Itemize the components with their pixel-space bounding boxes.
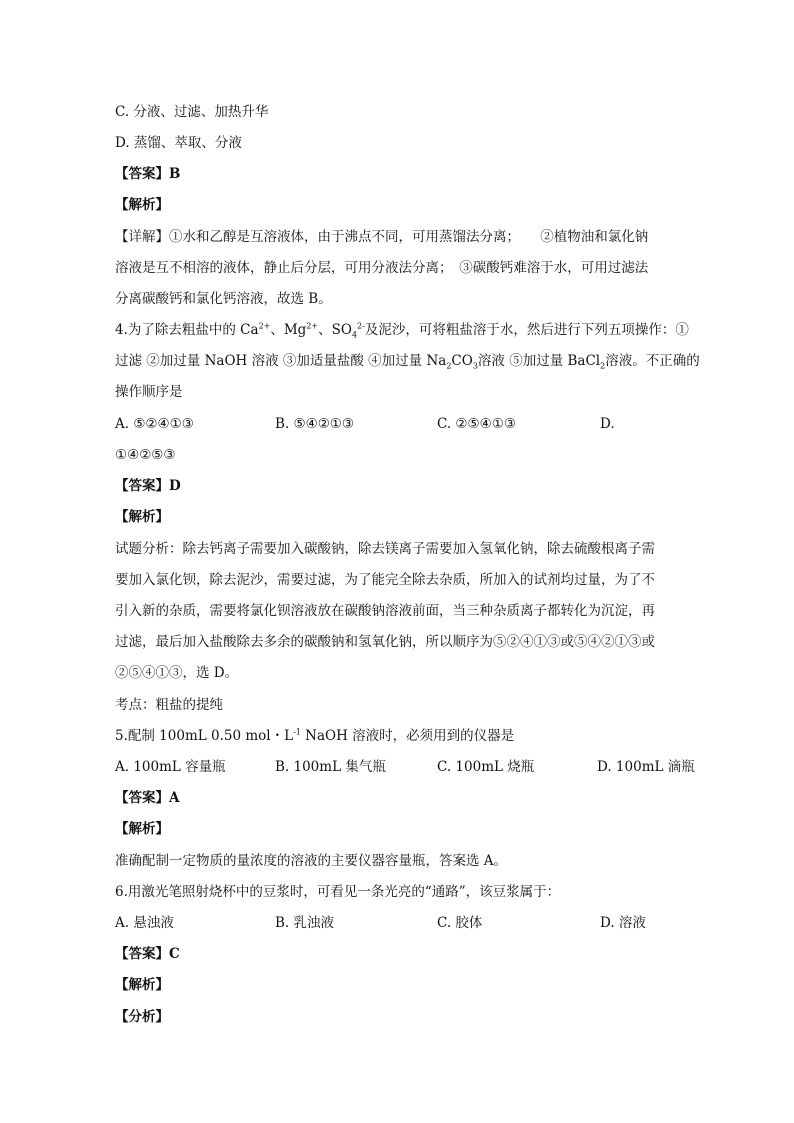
q3-analysis-heading: 【解析】 — [115, 197, 169, 213]
q3-detail-line-1: 【详解】①水和乙醇是互溶液体，由于沸点不同，可用蒸馏法分离； ②植物油和氯化钠 — [115, 229, 649, 245]
q4-explanation-line-2: 要加入氯化钡，除去泥沙，需要过滤，为了能完全除去杂质，所加入的试剂均过量，为了不 — [115, 572, 655, 588]
q6-option-d: D. 溶液 — [600, 915, 646, 931]
q6-stem: 6.用激光笔照射烧杯中的豆浆时，可看见一条光亮的“通路”，该豆浆属于： — [115, 884, 561, 900]
q4-stem-line-2: 过滤 ②加过量 NaOH 溶液 ③加适量盐酸 ④加过量 $Na_2CO_3$溶液 ⑤加过量 BaCl$_2$溶液。不正确的 — [115, 353, 700, 371]
q5-option-c: C. 100mL 烧瓶 — [437, 759, 535, 775]
q4-option-b: B. ⑤④②①③ — [275, 416, 355, 432]
q4-option-d: D. — [600, 416, 615, 432]
q6-answer: 【答案】C — [115, 946, 180, 962]
q6-option-a: A. 悬浊液 — [115, 915, 174, 931]
q4-explanation-line-5: ②⑤④①③，选 D。 — [115, 665, 239, 681]
q4-analysis-heading: 【解析】 — [115, 509, 169, 525]
q5-option-a: A. 100mL 容量瓶 — [115, 759, 226, 775]
q4-answer: 【答案】D — [115, 478, 181, 494]
q6-analysis-heading: 【解析】 — [115, 977, 169, 993]
q4-explanation-line-4: 过滤，最后加入盐酸除去多余的碳酸钠和氢氧化钠，所以顺序为⑤②④①③或⑤④②①③或 — [115, 634, 655, 650]
q5-stem: 5.配制 100mL 0.50 mol・$L^{-1}$ NaOH 溶液时，必须用到的仪器是 — [115, 727, 515, 744]
q5-answer: 【答案】A — [115, 790, 180, 806]
q4-kaodian: 考点：粗盐的提纯 — [115, 697, 223, 713]
q3-detail-line-2: 溶液是互不相溶的液体，静止后分层，可用分液法分离； ③碳酸钙难溶于水，可用过滤法 — [115, 260, 649, 276]
q4-option-d-content: ①④②⑤③ — [115, 447, 176, 463]
q4-explanation-line-3: 引入新的杂质，需要将氯化钡溶液放在碳酸钠溶液前面，当三种杂质离子都转化为沉淀，再 — [115, 603, 655, 619]
q6-option-b: B. 乳浊液 — [275, 915, 335, 931]
q4-option-c: C. ②⑤④①③ — [437, 416, 516, 432]
q3-option-c: C. 分液、过滤、加热升华 — [115, 104, 269, 120]
q5-option-d: D. 100mL 滴瓶 — [597, 759, 695, 775]
q4-stem-line-1: 4.为了除去粗盐中的 $Ca^{2+}$、$Mg^{2+}$、$SO_4^{2-}$及泥沙，可将粗盐溶于水，然后进行下列五项操作：① — [115, 321, 689, 340]
q4-stem-line-3: 操作顺序是 — [115, 384, 183, 400]
q5-explanation: 准确配制一定物质的量浓度的溶液的主要仪器容量瓶，答案选 A。 — [115, 853, 508, 869]
q3-detail-line-3: 分离碳酸钙和氯化钙溶液，故选 B。 — [115, 291, 332, 307]
q4-explanation-line-1: 试题分析：除去钙离子需要加入碳酸钠，除去镁离子需要加入氢氧化钠，除去硫酸根离子需 — [115, 541, 655, 557]
q6-option-c: C. 胶体 — [437, 915, 483, 931]
q5-analysis-heading: 【解析】 — [115, 821, 169, 837]
q3-answer: 【答案】B — [115, 166, 181, 182]
q3-option-d: D. 蒸馏、萃取、分液 — [115, 135, 242, 151]
q4-option-a: A. ⑤②④①③ — [115, 416, 194, 432]
q6-fenxi-heading: 【分析】 — [115, 1009, 169, 1025]
q5-option-b: B. 100mL 集气瓶 — [275, 759, 386, 775]
